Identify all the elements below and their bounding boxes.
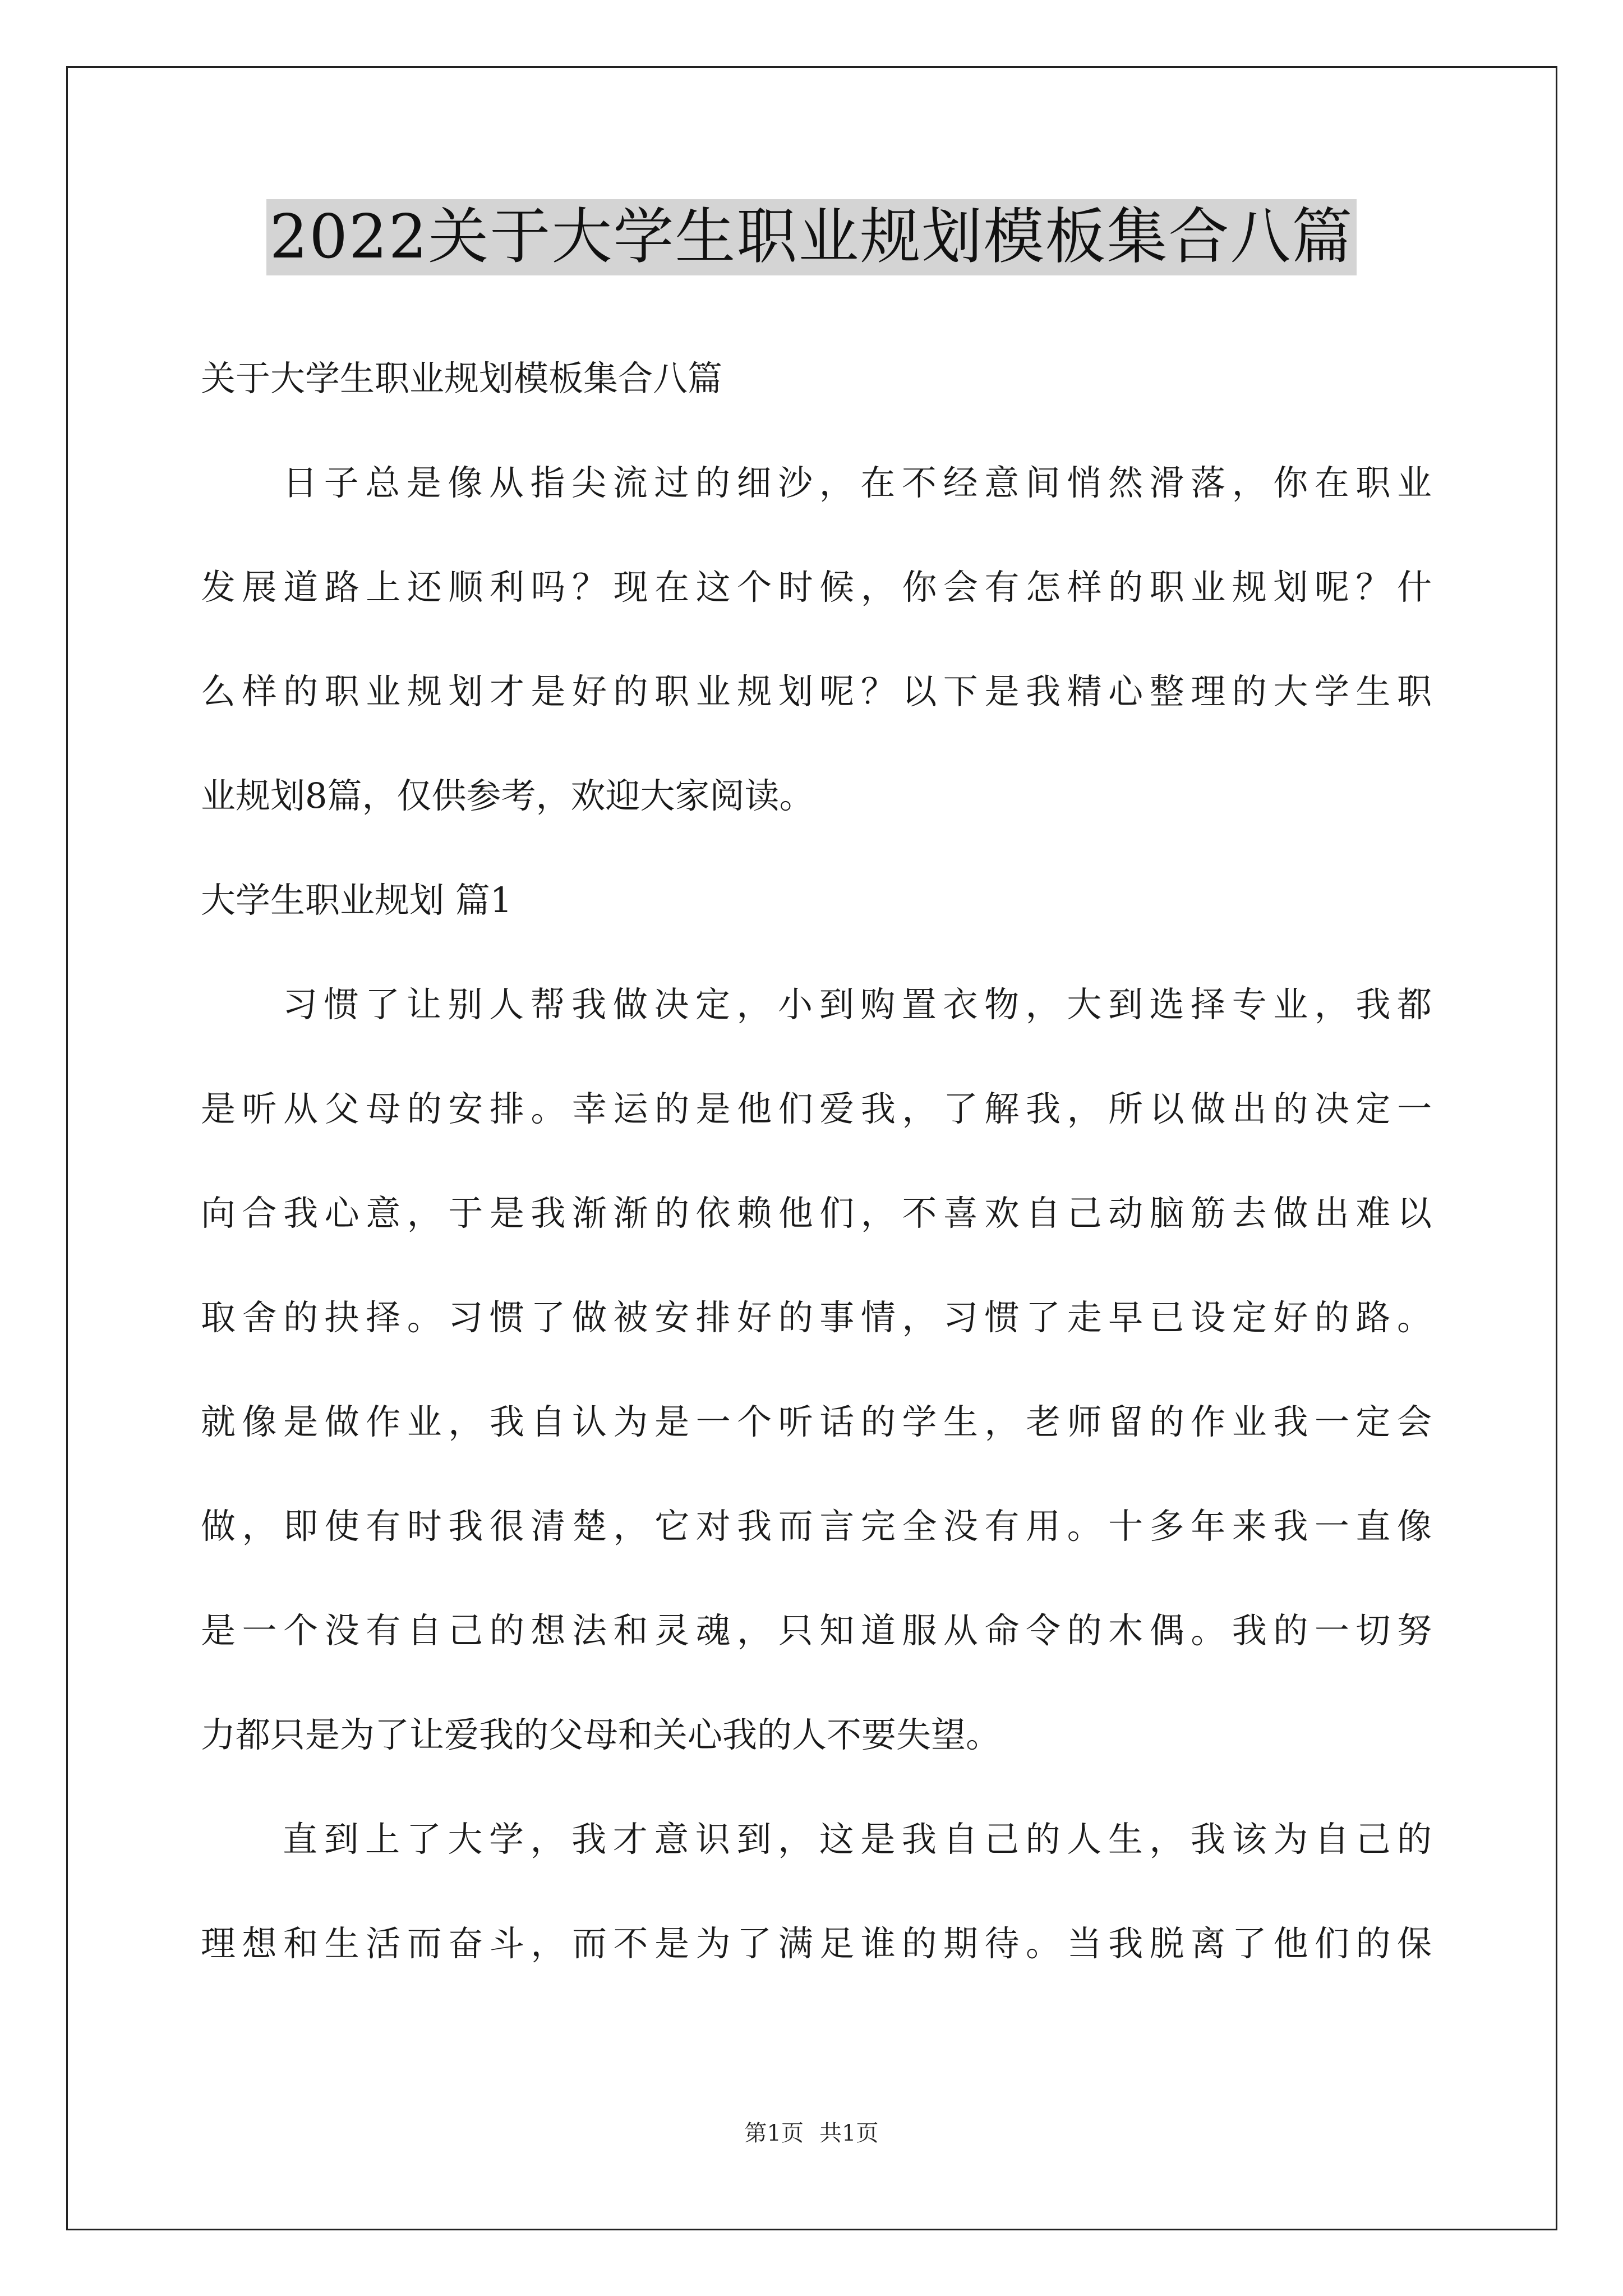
- page-total: 共1页: [819, 2120, 879, 2146]
- paragraph-line: 就像是做作业，我自认为是一个听话的学生，老师留的作业我一定会: [201, 1401, 1432, 1442]
- intro-line: 发展道路上还顺利吗？现在这个时候，你会有怎样的职业规划呢？什: [201, 567, 1432, 608]
- document-subtitle: 关于大学生职业规划模板集合八篇: [201, 358, 723, 399]
- paragraph-line: 取舍的抉择。习惯了做被安排好的事情，习惯了走早已设定好的路。: [201, 1297, 1432, 1338]
- document-title: 2022关于大学生职业规划模板集合八篇: [266, 199, 1357, 275]
- paragraph-line: 是听从父母的安排。幸运的是他们爱我，了解我，所以做出的决定一: [201, 1088, 1432, 1129]
- title-container: [0, 199, 1623, 275]
- intro-line: 日子总是像从指尖流过的细沙，在不经意间悄然滑落，你在职业: [283, 462, 1432, 503]
- paragraph-line: 直到上了大学，我才意识到，这是我自己的人生，我该为自己的: [283, 1819, 1432, 1860]
- paragraph-line: 向合我心意，于是我渐渐的依赖他们，不喜欢自己动脑筋去做出难以: [201, 1193, 1432, 1234]
- paragraph-line: 做，即使有时我很清楚，它对我而言完全没有用。十多年来我一直像: [201, 1506, 1432, 1547]
- paragraph-line: 是一个没有自己的想法和灵魂，只知道服从命令的木偶。我的一切努: [201, 1610, 1432, 1651]
- intro-line: 业规划8篇，仅供参考，欢迎大家阅读。: [201, 775, 814, 816]
- paragraph-line: 力都只是为了让爱我的父母和关心我的人不要失望。: [201, 1714, 1001, 1755]
- paragraph-line: 理想和生活而奋斗，而不是为了满足谁的期待。当我脱离了他们的保: [201, 1923, 1432, 1964]
- page-footer: [0, 2119, 1623, 2147]
- section-heading: 大学生职业规划 篇1: [201, 880, 513, 921]
- intro-line: 么样的职业规划才是好的职业规划呢？以下是我精心整理的大学生职: [201, 671, 1432, 712]
- paragraph-line: 习惯了让别人帮我做决定，小到购置衣物，大到选择专业，我都: [283, 984, 1432, 1025]
- page-number: 第1页: [744, 2120, 804, 2146]
